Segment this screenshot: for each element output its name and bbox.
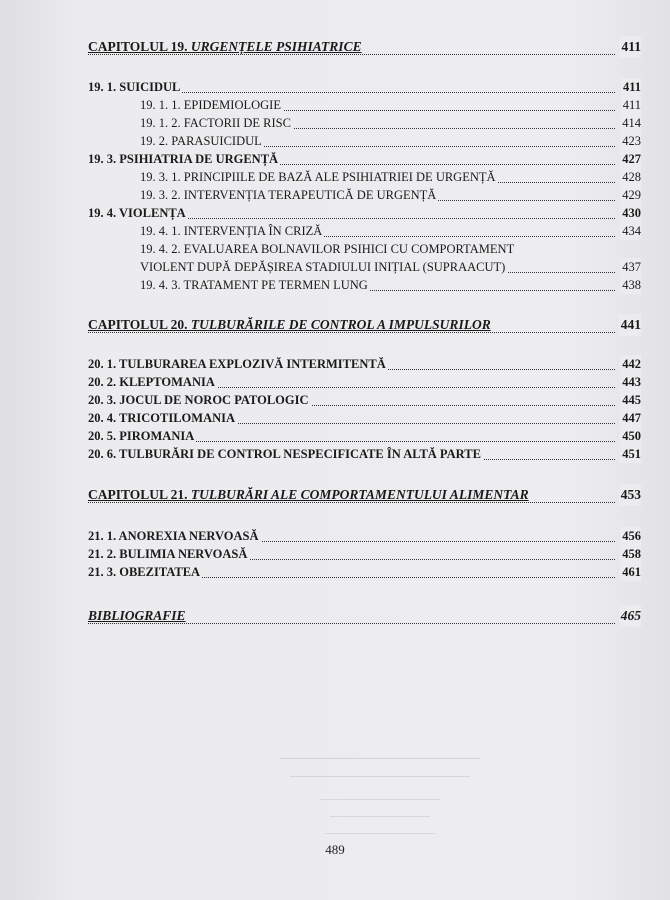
- entry-label: 21. 3. OBEZITATEA: [88, 565, 201, 579]
- toc-entry: [88, 445, 641, 463]
- entry-label: 21. 2. BULIMIA NERVOASĂ: [88, 547, 248, 561]
- entry-label: 20. 5. PIROMANIA: [88, 429, 195, 443]
- page-ref: 437: [622, 260, 641, 274]
- entry-label: 19. 3. 2. INTERVENȚIA TERAPEUTICĂ DE URGENȚĂ: [140, 188, 437, 202]
- chapter-title: URGENȚELE PSIHIATRICE: [190, 39, 362, 54]
- entry-label: 20. 3. JOCUL DE NOROC PATOLOGIC: [88, 393, 309, 407]
- entry-label: 19. 2. PARASUICIDUL: [140, 134, 262, 148]
- page-ref: 411: [622, 98, 641, 112]
- entry-label: VIOLENT DUPĂ DEPĂȘIREA STADIULUI INIȚIAL (SUPRAACUT): [140, 260, 506, 274]
- dot-leader: [88, 623, 615, 624]
- page-ref: 427: [622, 152, 641, 166]
- entry-label: 20. 4. TRICOTILOMANIA: [88, 411, 236, 425]
- page-ref: 423: [622, 134, 641, 148]
- entry-label: 20. 2. KLEPTOMANIA: [88, 375, 215, 389]
- toc-entry: [88, 355, 641, 373]
- page-ref: 458: [622, 547, 641, 561]
- page-ref: 443: [622, 375, 641, 389]
- toc-chapter-19: [88, 36, 641, 58]
- toc-entry: [88, 409, 641, 427]
- entry-label: 19. 1. 2. FACTORII DE RISC: [140, 116, 291, 130]
- page-ref: 447: [622, 411, 641, 425]
- page-ref: 434: [622, 224, 641, 238]
- toc-sections-21: [88, 527, 641, 581]
- toc-entry: [88, 605, 641, 627]
- page-ref: 456: [622, 529, 641, 543]
- chapter-label: CAPITOLUL 21.: [88, 487, 191, 502]
- toc-entry: [88, 114, 641, 132]
- toc-entry: [88, 186, 641, 204]
- toc-entry: [88, 258, 641, 276]
- entry-label: BIBLIOGRAFIE: [88, 608, 186, 623]
- page-ref: 441: [619, 314, 641, 336]
- toc-bibliography: [88, 605, 641, 627]
- entry-label: 19. 3. PSIHIATRIA DE URGENȚĂ: [88, 152, 279, 166]
- page-ref: 411: [619, 36, 641, 58]
- toc-entry: [88, 563, 641, 581]
- entry-label: 20. 1. TULBURAREA EXPLOZIVĂ INTERMITENTĂ: [88, 357, 386, 371]
- toc-entry: [88, 204, 641, 222]
- toc-entry: [88, 36, 641, 58]
- toc-entry: [88, 545, 641, 563]
- dot-leader: [88, 332, 615, 333]
- toc-entry: [88, 484, 641, 506]
- dot-leader: [88, 502, 615, 503]
- entry-label: 21. 1. ANOREXIA NERVOASĂ: [88, 529, 259, 543]
- toc-sections-20: [88, 355, 641, 463]
- toc-entry: [88, 314, 641, 336]
- entry-label: 20. 6. TULBURĂRI DE CONTROL NESPECIFICATE ÎN ALTĂ PARTE: [88, 447, 481, 461]
- page-ref: 453: [619, 484, 641, 506]
- chapter-label: CAPITOLUL 19.: [88, 39, 191, 54]
- page-ref: 438: [622, 278, 641, 292]
- page-ref: 451: [622, 447, 641, 461]
- entry-label: 19. 1. 1. EPIDEMIOLOGIE: [140, 98, 281, 112]
- entry-label: 19. 1. SUICIDUL: [88, 80, 181, 94]
- page-ref: 450: [622, 429, 641, 443]
- toc-chapter-21: [88, 484, 641, 506]
- toc-entry: [88, 96, 641, 114]
- show-through-text: [270, 745, 490, 838]
- page-ref: 445: [622, 393, 641, 407]
- toc-entry-first-line: 19. 4. 2. EVALUAREA BOLNAVILOR PSIHICI CU COMPORTAMENT: [140, 242, 515, 256]
- page-ref: 465: [619, 605, 641, 627]
- chapter-title: TULBURĂRILE DE CONTROL A IMPULSURILOR: [190, 317, 491, 332]
- page-ref: 430: [622, 206, 641, 220]
- toc-entry: [88, 132, 641, 150]
- toc-entry: [88, 222, 641, 240]
- toc-entry: [88, 78, 641, 96]
- page-ref: 442: [622, 357, 641, 371]
- toc-entry: [88, 373, 641, 391]
- toc-chapter-20: [88, 314, 641, 336]
- page-ref: 428: [622, 170, 641, 184]
- toc-entry: [88, 527, 641, 545]
- page-ref: 414: [622, 116, 641, 130]
- page-number: 489: [325, 842, 345, 857]
- entry-label: 19. 4. VIOLENȚA: [88, 206, 186, 220]
- chapter-label: CAPITOLUL 20.: [88, 317, 191, 332]
- toc-entry: [88, 276, 641, 294]
- toc-entry: [88, 168, 641, 186]
- toc-entry: [88, 427, 641, 445]
- page-ref: 411: [622, 80, 641, 94]
- dot-leader: [88, 54, 615, 55]
- toc-entry: [88, 391, 641, 409]
- entry-label: 19. 4. 3. TRATAMENT PE TERMEN LUNG: [140, 278, 368, 292]
- entry-label: 19. 4. 1. INTERVENȚIA ÎN CRIZĂ: [140, 224, 323, 238]
- toc-sections-19: [88, 78, 641, 294]
- entry-label: 19. 3. 1. PRINCIPIILE DE BAZĂ ALE PSIHIATRIEI DE URGENȚĂ: [140, 170, 496, 184]
- page-ref: 429: [622, 188, 641, 202]
- page-ref: 461: [622, 565, 641, 579]
- chapter-title: TULBURĂRI ALE COMPORTAMENTULUI ALIMENTAR: [190, 487, 529, 502]
- toc-entry: [88, 150, 641, 168]
